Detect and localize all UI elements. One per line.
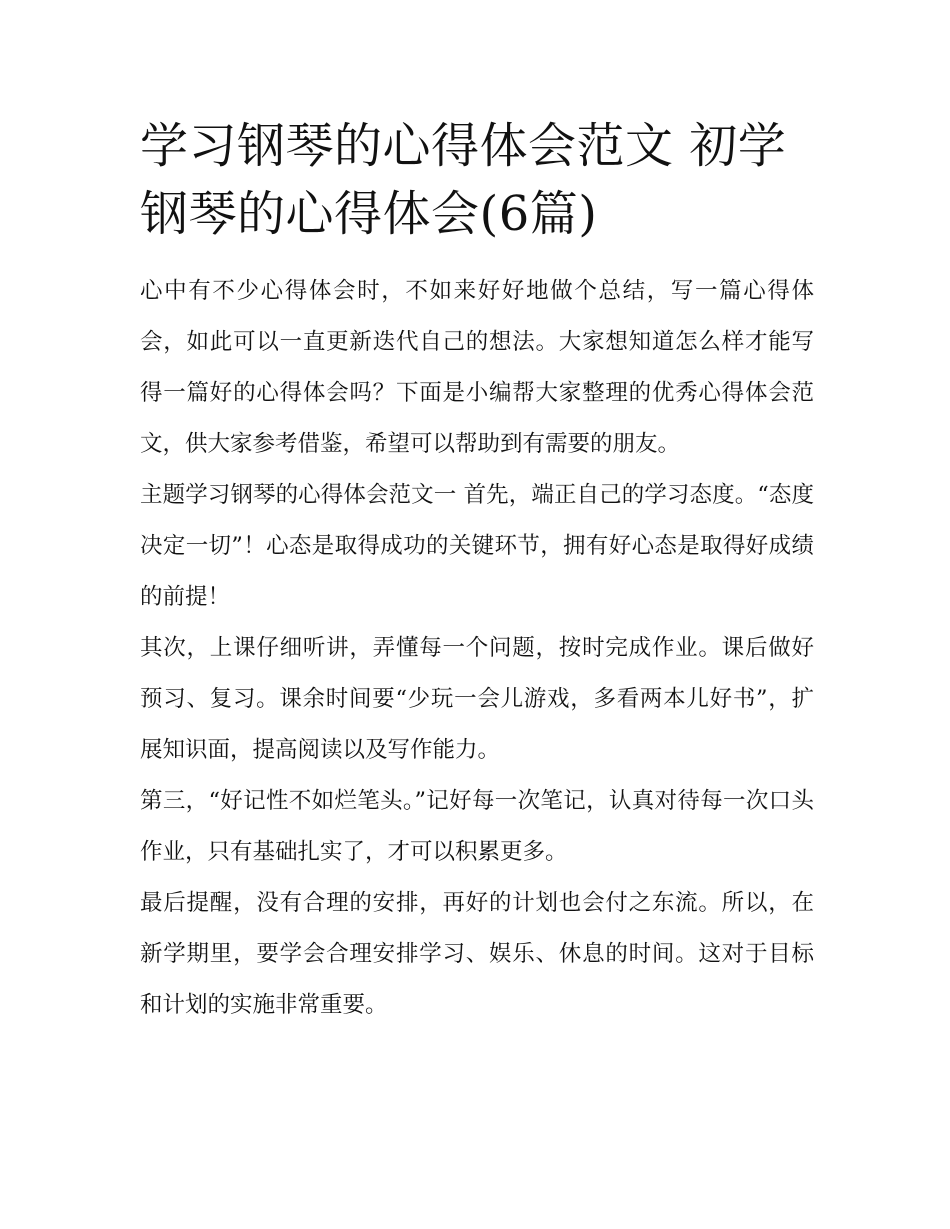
paragraph-third: 第三，“好记性不如烂笔头。”记好每一次笔记，认真对待每一次口头作业，只有基础扎实了，才可以积累更多。 bbox=[140, 788, 814, 865]
document-title: 学习钢琴的心得体会范文 初学钢琴的心得体会(6篇) bbox=[140, 118, 787, 242]
paragraph-intro: 心中有不少心得体会时，不如来好好地做个总结，写一篇心得体会，如此可以一直更新迭代自己的想法。大家想知道怎么样才能写得一篇好的心得体会吗？下面是小编帮大家整理的优秀心得体会范文，供大家参考借鉴，希望可以帮助到有需要的朋友。 bbox=[140, 278, 814, 457]
document-body bbox=[140, 112, 814, 1031]
paragraph-last: 最后提醒，没有合理的安排，再好的计划也会付之东流。所以，在新学期里，要学会合理安排学习、娱乐、休息的时间。这对于目标和计划的实施非常重要。 bbox=[140, 890, 814, 1018]
paragraph-first: 主题学习钢琴的心得体会范文一 首先，端正自己的学习态度。“态度决定一切”！心态是取得成功的关键环节，拥有好心态是取得好成绩的前提！ bbox=[140, 482, 814, 610]
paragraph-second: 其次，上课仔细听讲，弄懂每一个问题，按时完成作业。课后做好预习、复习。课余时间要“少玩一会儿游戏，多看两本儿好书”，扩展知识面，提高阅读以及写作能力。 bbox=[140, 635, 814, 763]
